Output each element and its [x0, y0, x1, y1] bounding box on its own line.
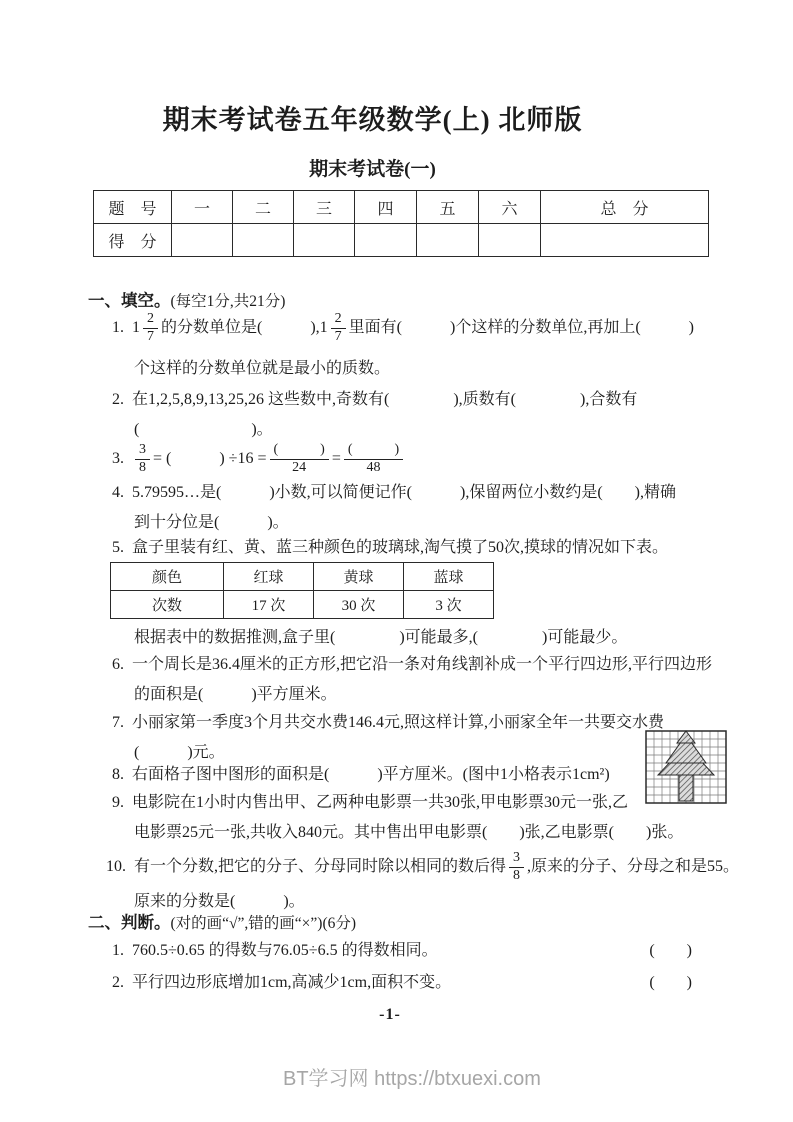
question-text: 盒子里装有红、黄、蓝三种颜色的玻璃球,淘气摸了50次,摸球的情况如下表。 [132, 539, 669, 556]
question-text: 右面格子图中图形的面积是( )平方厘米。(图中1小格表示1cm²) [132, 766, 610, 783]
judge-item-1 [112, 940, 692, 962]
fraction-numerator: ( ) [344, 442, 403, 459]
question-10-line-1 [106, 845, 739, 889]
tree-grid-figure [644, 729, 728, 810]
fraction-numerator: ( ) [270, 442, 329, 459]
footer-watermark: BT学习网 https://btxuexi.com [283, 1068, 541, 1090]
score-blank-cell [417, 224, 479, 257]
question-text: 760.5÷0.65 的得数与76.05÷6.5 的得数相同。 [132, 942, 438, 959]
ball-count-table [110, 562, 494, 619]
page-title: 期末考试卷五年级数学(上) 北师版 [162, 105, 583, 135]
fraction-numerator: 2 [143, 311, 158, 328]
ball-table-cell: 3 次 [404, 591, 494, 619]
question-number: 2. [112, 974, 124, 991]
question-number: 1. [112, 942, 124, 959]
question-3-line-1 [112, 437, 406, 481]
question-number: 7. [112, 714, 124, 731]
section-judge-heading [88, 912, 356, 935]
score-blank-cell [541, 224, 709, 257]
question-text: ,原来的分子、分母之和是55。 [527, 858, 740, 875]
fraction [509, 850, 524, 883]
exam-subtitle: 期末考试卷(一) [309, 159, 436, 180]
score-table-cell: 三 [294, 191, 355, 224]
fraction-numerator: 3 [509, 850, 524, 867]
ball-table-cell: 红球 [224, 563, 314, 591]
score-table [93, 190, 709, 257]
mixed-number-whole: 1 [132, 319, 140, 336]
score-table-cell: 题 号 [94, 191, 172, 224]
question-text: 里面有( )个这样的分数单位,再加上( ) [348, 319, 694, 336]
fraction-denominator: 7 [334, 328, 342, 344]
question-number: 3. [112, 450, 124, 467]
question-text: 在1,2,5,8,9,13,25,26 这些数中,奇数有( ),质数有( ),合数有 [132, 391, 638, 408]
score-blank-cell [233, 224, 294, 257]
fraction [331, 311, 346, 344]
question-7-line-2: ( )元。 [134, 744, 225, 761]
section-fill-note: (每空1分,共21分) [170, 293, 286, 310]
question-text: 一个周长是36.4厘米的正方形,把它沿一条对角线割补成一个平行四边形,平行四边形 [132, 656, 713, 673]
judge-item-text [112, 940, 438, 962]
fraction-denominator: 8 [513, 867, 521, 883]
question-text: 平行四边形底增加1cm,高减少1cm,面积不变。 [132, 974, 452, 991]
fraction [135, 442, 150, 475]
ball-table-header-row [111, 563, 494, 591]
question-5-note: 根据表中的数据推测,盒子里( )可能最多,( )可能最少。 [134, 629, 628, 646]
score-table-cell: 一 [172, 191, 233, 224]
score-blank-cell [355, 224, 417, 257]
judge-item-2 [112, 972, 692, 994]
page-number: -1- [379, 1006, 401, 1023]
score-table-cell: 四 [355, 191, 417, 224]
ball-table-cell: 黄球 [314, 563, 404, 591]
question-text: 小丽家第一季度3个月共交水费146.4元,照这样计算,小丽家全年一共要交水费 [132, 714, 665, 731]
fraction [143, 311, 158, 344]
section-fill-title: 一、填空。 [88, 291, 171, 310]
question-number: 2. [112, 391, 124, 408]
question-text: = [331, 450, 341, 467]
question-5-line-1 [112, 537, 668, 559]
question-2-line-1 [112, 389, 637, 411]
fraction-blank [344, 442, 403, 475]
question-6-line-2: 的面积是( )平方厘米。 [134, 686, 337, 703]
score-table-cell: 总 分 [541, 191, 709, 224]
ball-table-cell: 蓝球 [404, 563, 494, 591]
question-4-line-2: 到十分位是( )。 [134, 514, 289, 531]
question-4-line-1 [112, 482, 676, 504]
question-7-line-1 [112, 712, 664, 734]
question-9-line-1 [112, 792, 628, 814]
ball-table-cell: 颜色 [111, 563, 224, 591]
fraction-denominator: 7 [147, 328, 154, 344]
question-text: 的分数单位是( ), [161, 319, 320, 336]
score-table-cell: 二 [233, 191, 294, 224]
question-number: 4. [112, 484, 124, 501]
question-text: = ( ) ÷16 = [153, 450, 267, 467]
score-table-score-row [94, 224, 709, 257]
score-table-cell: 五 [417, 191, 479, 224]
ball-table-cell: 次数 [111, 591, 224, 619]
score-table-cell: 六 [479, 191, 541, 224]
mixed-number-whole: 1 [319, 319, 328, 336]
question-number: 8. [112, 766, 124, 783]
score-table-header-row [94, 191, 709, 224]
question-number: 6. [112, 656, 124, 673]
fraction-denominator: 8 [139, 459, 146, 475]
question-text: 5.79595…是( )小数,可以简便记作( ),保留两位小数约是( ),精确 [132, 484, 676, 501]
question-9-line-2: 电影票25元一张,共收入840元。其中售出甲电影票( )张,乙电影票( )张。 [134, 824, 684, 841]
score-blank-cell [479, 224, 541, 257]
question-text: 有一个分数,把它的分子、分母同时除以相同的数后得 [134, 858, 507, 875]
question-10-line-2: 原来的分数是( )。 [134, 893, 305, 910]
question-number: 1. [112, 319, 124, 336]
section-judge-note: (对的画“√”,错的画“×”)(6分) [170, 915, 357, 932]
question-number: 10. [106, 858, 126, 875]
question-6-line-1 [112, 654, 712, 676]
ball-table-cell: 30 次 [314, 591, 404, 619]
question-1-line-1 [112, 306, 694, 350]
fraction-numerator: 3 [135, 442, 150, 459]
question-text: 电影院在1小时内售出甲、乙两种电影票一共30张,甲电影票30元一张,乙 [132, 794, 629, 811]
fraction-denominator: 24 [292, 459, 307, 475]
score-label-cell: 得 分 [94, 224, 172, 257]
ball-table-data-row [111, 591, 494, 619]
tree-trunk [679, 775, 693, 801]
judge-item-text [112, 972, 451, 994]
tree-grid-svg [644, 729, 728, 805]
question-number: 9. [112, 794, 124, 811]
ball-table-cell: 17 次 [224, 591, 314, 619]
question-8-line-1 [112, 764, 610, 786]
question-2-line-2: ( )。 [134, 421, 273, 438]
score-blank-cell [172, 224, 233, 257]
fraction-denominator: 48 [366, 459, 381, 475]
question-1-line-2: 个这样的分数单位就是最小的质数。 [134, 360, 391, 377]
fraction-numerator: 2 [331, 311, 346, 328]
score-blank-cell [294, 224, 355, 257]
answer-parentheses: ( ) [649, 974, 692, 991]
answer-parentheses: ( ) [649, 942, 692, 959]
section-judge-title: 二、判断。 [88, 913, 171, 932]
fraction-blank [270, 442, 329, 475]
question-number: 5. [112, 539, 124, 556]
